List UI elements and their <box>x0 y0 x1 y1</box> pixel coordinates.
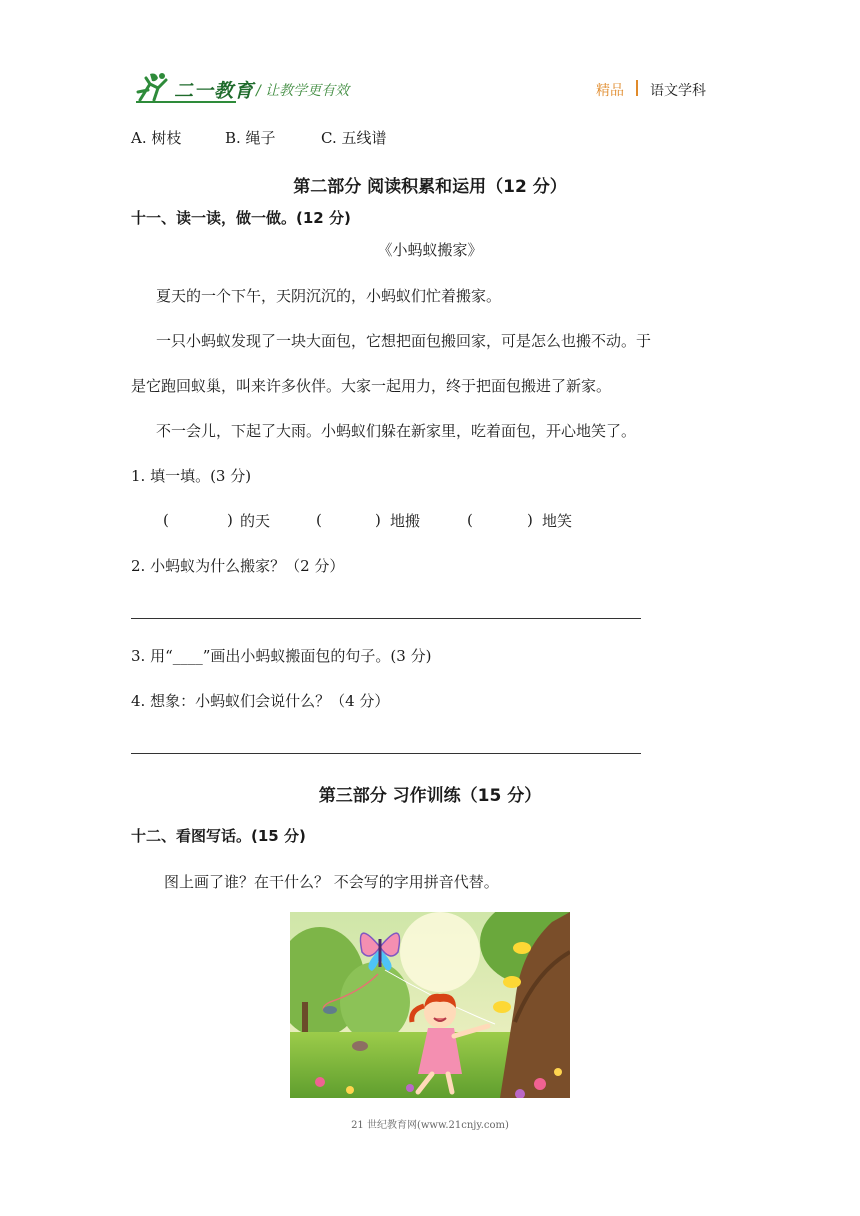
question-12-title: 十二、看图写话。(15 分) <box>131 827 306 845</box>
option-c: C. 五线谱 <box>321 129 387 147</box>
blank-1-suffix: 的天 <box>240 512 271 530</box>
passage-paragraph-2: 一只小蚂蚁发现了一块大面包，它想把面包搬回家，可是怎么也搬不动。于 <box>156 332 652 350</box>
passage-paragraph-1: 夏天的一个下午，天阴沉沉的，小蚂蚁们忙着搬家。 <box>156 287 502 305</box>
quality-label: 精品 <box>596 83 624 99</box>
blank-2-open-paren: ( <box>316 511 322 529</box>
blank-3-suffix: 地笑 <box>542 512 573 530</box>
slogan: / 让教学更有效 <box>256 83 350 99</box>
scene-image <box>290 912 570 1098</box>
part3-heading: 第三部分 习作训练（15 分） <box>318 786 542 806</box>
blank-1-close-paren: ) <box>227 511 233 529</box>
blank-3-close-paren: ) <box>527 511 533 529</box>
blank-3-open-paren: ( <box>467 511 473 529</box>
option-b: B. 绳子 <box>225 129 276 147</box>
writing-instruction: 图上画了谁？在干什么？ 不会写的字用拼音代替。 <box>164 873 499 891</box>
question-11-title: 十一、读一读，做一做。(12 分) <box>131 209 351 227</box>
option-a: A. 树枝 <box>131 129 182 147</box>
question-3: 3. 用“____”画出小蚂蚁搬面包的句子。(3 分) <box>131 647 432 665</box>
subject-label: 语文学科 <box>650 83 706 99</box>
question-1: 1. 填一填。(3 分) <box>131 467 252 485</box>
part2-heading: 第二部分 阅读积累和运用（12 分） <box>293 177 567 197</box>
passage-paragraph-2-cont: 是它跑回蚁巢，叫来许多伙伴。大家一起用力，终于把面包搬进了新家。 <box>131 377 612 395</box>
passage-title: 《小蚂蚁搬家》 <box>377 241 483 259</box>
illustration-girl-flying-kite <box>290 912 570 1098</box>
footer-source: 21 世纪教育网(www.21cnjy.com) <box>351 1120 509 1131</box>
header-divider <box>636 80 638 96</box>
brand-name: 二一教育 <box>174 80 255 102</box>
answer-line-q2 <box>131 618 641 619</box>
blank-2-suffix: 地搬 <box>390 512 421 530</box>
question-2: 2. 小蚂蚁为什么搬家？（2 分） <box>131 557 345 575</box>
answer-line-q4 <box>131 753 641 754</box>
passage-paragraph-3: 不一会儿，下起了大雨。小蚂蚁们躲在新家里，吃着面包，开心地笑了。 <box>156 422 637 440</box>
question-4: 4. 想象：小蚂蚁们会说什么？（4 分） <box>131 692 390 710</box>
blank-2-close-paren: ) <box>375 511 381 529</box>
blank-1-open-paren: ( <box>163 511 169 529</box>
